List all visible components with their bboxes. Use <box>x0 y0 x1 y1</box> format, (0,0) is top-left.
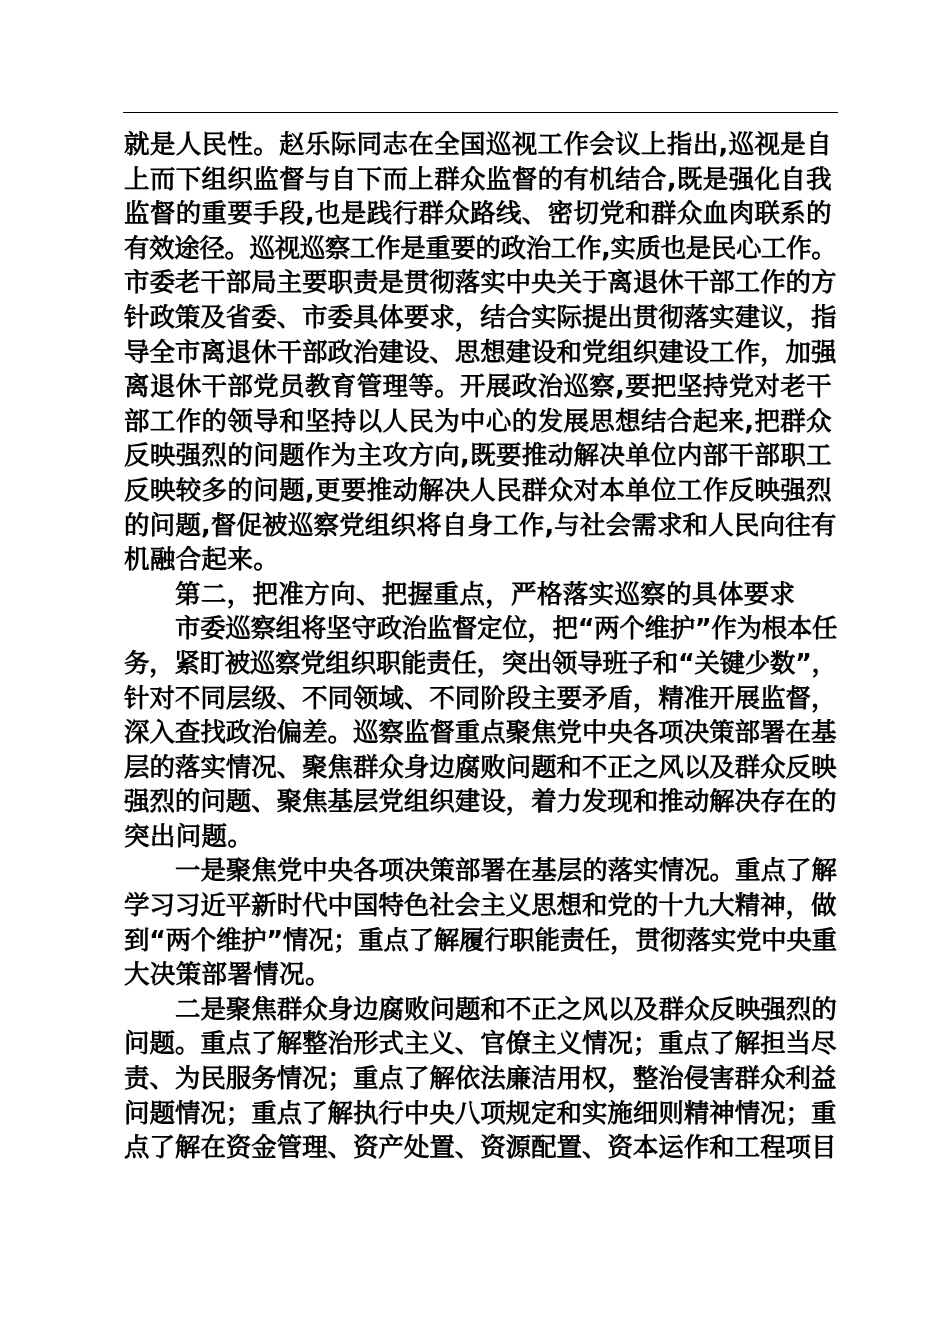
text-line: 监督的重要手段,也是践行群众路线、密切党和群众血肉联系的 <box>124 199 832 230</box>
text-line: 离退休干部党员教育管理等。开展政治巡察,要把坚持党对老干 <box>124 372 832 403</box>
text-line: 机融合起来。 <box>124 545 280 576</box>
text-line: 就是人民性。赵乐际同志在全国巡视工作会议上指出,巡视是自 <box>124 130 832 160</box>
text-line: 一是聚焦党中央各项决策部署在基层的落实情况。重点了解 <box>175 856 837 887</box>
text-line: 部工作的领导和坚持以人民为中心的发展思想结合起来,把群众 <box>124 406 832 437</box>
text-line: 强烈的问题、聚焦基层党组织建设，着力发现和推动解决存在的 <box>124 787 837 818</box>
text-line: 的问题,督促被巡察党组织将自身工作,与社会需求和人民向往有 <box>124 510 837 541</box>
text-line: 二是聚焦群众身边腐败问题和不正之风以及群众反映强烈的 <box>175 994 837 1025</box>
text-line: 务，紧盯被巡察党组织职能责任，突出领导班子和“关键少数”， <box>124 648 837 679</box>
text-line: 反映较多的问题,更要推动解决人民群众对本单位工作反映强烈 <box>124 475 832 506</box>
text-line: 市委老干部局主要职责是贯彻落实中央关于离退休干部工作的方 <box>124 268 837 299</box>
text-line: 深入查找政治偏差。巡察监督重点聚焦党中央各项决策部署在基 <box>124 718 837 749</box>
text-line: 大决策部署情况。 <box>124 960 331 991</box>
header-rule <box>123 112 838 113</box>
text-line: 针政策及省委、市委具体要求，结合实际提出贯彻落实建议，指 <box>124 302 837 333</box>
text-line: 突出问题。 <box>124 821 254 852</box>
text-line: 问题。重点了解整治形式主义、官僚主义情况；重点了解担当尽 <box>124 1029 837 1060</box>
text-line: 第二，把准方向、把握重点，严格落实巡察的具体要求 <box>175 579 796 610</box>
text-line: 市委巡察组将坚守政治监督定位，把“两个维护”作为根本任 <box>175 614 838 645</box>
text-line: 层的落实情况、聚焦群众身边腐败问题和不正之风以及群众反映 <box>124 752 837 783</box>
text-line: 到“两个维护”情况；重点了解履行职能责任，贯彻落实党中央重 <box>124 925 837 956</box>
text-line: 有效途径。巡视巡察工作是重要的政治工作,实质也是民心工作。 <box>124 233 837 264</box>
text-line: 责、为民服务情况；重点了解依法廉洁用权，整治侵害群众利益 <box>124 1064 837 1095</box>
body-text <box>124 128 838 1166</box>
text-line: 上而下组织监督与自下而上群众监督的有机结合,既是强化自我 <box>124 164 832 195</box>
text-line: 反映强烈的问题作为主攻方向,既要推动解决单位内部干部职工 <box>124 441 832 472</box>
text-line: 针对不同层级、不同领域、不同阶段主要矛盾，精准开展监督， <box>124 683 837 714</box>
text-line: 点了解在资金管理、资产处置、资源配置、资本运作和工程项目 <box>124 1133 837 1164</box>
text-line: 导全市离退休干部政治建设、思想建设和党组织建设工作，加强 <box>124 337 837 368</box>
text-line: 学习习近平新时代中国特色社会主义思想和党的十九大精神，做 <box>124 891 837 922</box>
text-line: 问题情况；重点了解执行中央八项规定和实施细则精神情况；重 <box>124 1098 837 1129</box>
